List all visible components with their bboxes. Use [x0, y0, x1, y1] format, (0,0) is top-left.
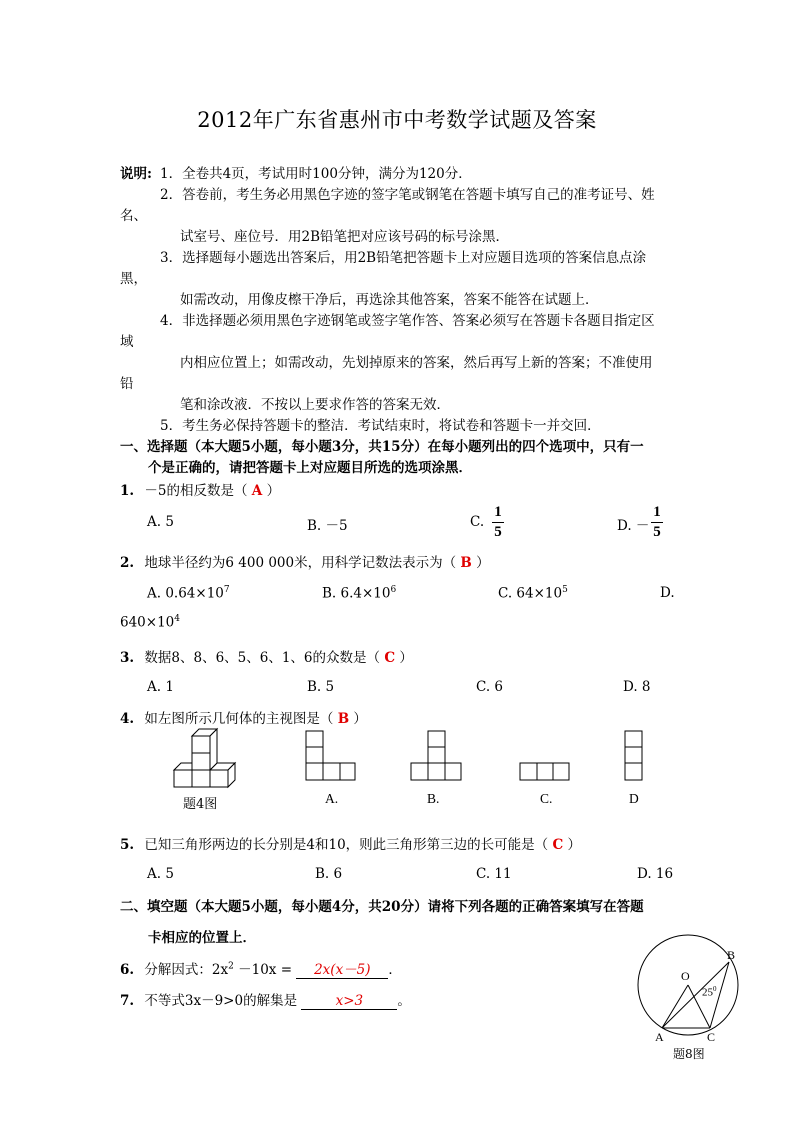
- instruction-3a: 3．选择题每小题选出答案后，用2B铅笔把答题卡上对应题目选项的答案信息点涂: [160, 250, 647, 266]
- q1-option-a: A. 5: [147, 514, 174, 530]
- answer: x>3: [335, 993, 364, 1009]
- q1-option-b: B. －5: [307, 518, 348, 534]
- instruction-2a: 2．答卷前，考生务必用黑色字迹的签字笔或钢笔在答题卡填写自己的准考证号、姓: [160, 187, 655, 203]
- exponent: 5: [562, 585, 568, 595]
- instruction-4e: 笔和涂改液．不按以上要求作答的答案无效．: [180, 397, 450, 413]
- period: ．: [388, 962, 402, 978]
- section1-heading: 一、选择题（本大题5小题，每小题3分，共15分）在每小题列出的四个选项中，只有一: [120, 439, 644, 455]
- q3-option-b: B. 5: [307, 679, 335, 695]
- degree: 0: [713, 985, 717, 993]
- q4-label-b: B.: [427, 791, 440, 806]
- question-number: 3.: [120, 650, 135, 666]
- paren-close: ）: [399, 650, 413, 666]
- instruction-3b: 黑，: [120, 271, 147, 287]
- fraction-denominator: 5: [494, 524, 502, 540]
- instruction-4c: 内相应位置上；如需改动，先划掉原来的答案，然后再写上新的答案；不准使用: [180, 355, 653, 371]
- paren-close: ）: [567, 837, 582, 853]
- q4-label-d: D: [629, 791, 639, 806]
- section2-heading-cont: 卡相应的位置上．: [148, 930, 256, 946]
- q4-label-a: A.: [325, 791, 339, 806]
- paren-close: ）: [353, 711, 367, 727]
- q5-option-b: B. 6: [315, 866, 343, 882]
- fraction-denominator: 5: [653, 524, 661, 540]
- answer: B: [337, 711, 350, 727]
- label-o: O: [681, 969, 690, 983]
- instruction-5: 5．考生务必保持答题卡的整洁．考试结束时，将试卷和答题卡一并交回．: [160, 418, 601, 434]
- question-text: 已知三角形两边的长分别是4和10，则此三角形第三边的长可能是（: [144, 837, 549, 853]
- answer: C: [552, 837, 564, 853]
- question-text: －5的相反数是（: [144, 483, 248, 499]
- instruction-2b: 名、: [120, 208, 147, 224]
- label-c: C: [707, 1030, 716, 1044]
- instruction-4b: 域: [120, 334, 134, 350]
- instructions-label: 说明:: [120, 166, 152, 182]
- q4-figure-caption: 题4图: [183, 797, 218, 812]
- question-number: 5.: [120, 837, 135, 853]
- option-text: C. 64×10: [498, 585, 563, 602]
- fraction-numerator: 1: [653, 504, 661, 520]
- question-text: 数据8、8、6、5、6、1、6的众数是（: [144, 650, 381, 666]
- instruction-2c: 试室号、座位号．用2B铅笔把对应该号码的标号涂黑．: [180, 229, 510, 245]
- question-number: 1.: [120, 483, 135, 499]
- label-a: A: [655, 1030, 664, 1044]
- q8-figure-caption: 题8图: [673, 1047, 705, 1061]
- angle-value: 25: [702, 986, 713, 999]
- question-number: 7.: [120, 993, 135, 1009]
- q3-option-a: A. 1: [147, 679, 174, 695]
- q5-option-d: D. 16: [637, 866, 674, 882]
- instruction-3c: 如需改动，用像皮檫干净后，再选涂其他答案，答案不能答在试题上．: [180, 292, 599, 308]
- q3-option-c: C. 6: [476, 679, 504, 695]
- question-text: 地球半径约为6 400 000米，用科学记数法表示为（: [144, 555, 457, 571]
- option-text: B. 6.4×10: [322, 585, 391, 602]
- q2-option-d: D.: [660, 585, 675, 601]
- paren-close: ）: [266, 483, 281, 499]
- paren-close: ）: [476, 555, 490, 571]
- exponent: 2: [228, 961, 234, 972]
- question-number: 6.: [120, 962, 135, 978]
- question-text: 如左图所示几何体的主视图是（: [144, 711, 334, 727]
- exponent: 6: [390, 585, 397, 595]
- instruction-4a: 4．非选择题必须用黑色字迹钢笔或签字笔作答、答案必须写在答题卡各题目指定区: [160, 313, 655, 329]
- chord-ab: [662, 962, 729, 1028]
- exponent: 4: [174, 614, 180, 624]
- period: 。: [397, 993, 411, 1009]
- q1-option-d: D. －: [617, 518, 650, 534]
- label-b: B: [727, 948, 736, 962]
- fraction-numerator: 1: [494, 504, 502, 520]
- q4-label-c: C.: [540, 791, 553, 806]
- option-text: 640×10: [120, 614, 175, 631]
- question-text: 分解因式：2x: [144, 962, 229, 978]
- section1-heading-cont: 个是正确的，请把答题卡上对应题目所选的选项涂黑．: [148, 460, 472, 476]
- answer: C: [384, 650, 396, 666]
- question-text: 不等式3x－9>0的解集是: [144, 993, 298, 1009]
- instruction-4d: 铅: [120, 376, 134, 392]
- exponent: 7: [223, 585, 230, 595]
- question-number: 4.: [120, 711, 135, 727]
- option-text: A. 0.64×10: [147, 585, 224, 602]
- page-title: 2012年广东省惠州市中考数学试题及答案: [197, 108, 597, 132]
- answer: B: [460, 555, 472, 571]
- answer: 2x(x－5): [314, 962, 371, 978]
- q1-option-c: C.: [470, 514, 485, 530]
- q3-option-d: D. 8: [623, 679, 651, 695]
- q5-option-a: A. 5: [147, 866, 174, 882]
- question-text-2: －10x =: [238, 962, 293, 978]
- instruction-1: 1．全卷共4页，考试用时100分钟，满分为120分．: [160, 166, 472, 182]
- section2-heading: 二、填空题（本大题5小题，每小题4分，共20分）请将下列各题的正确答案填写在答题: [120, 899, 644, 915]
- q5-option-c: C. 11: [476, 866, 512, 882]
- angle-label: [702, 985, 717, 999]
- question-number: 2.: [120, 555, 135, 571]
- answer: A: [251, 483, 263, 499]
